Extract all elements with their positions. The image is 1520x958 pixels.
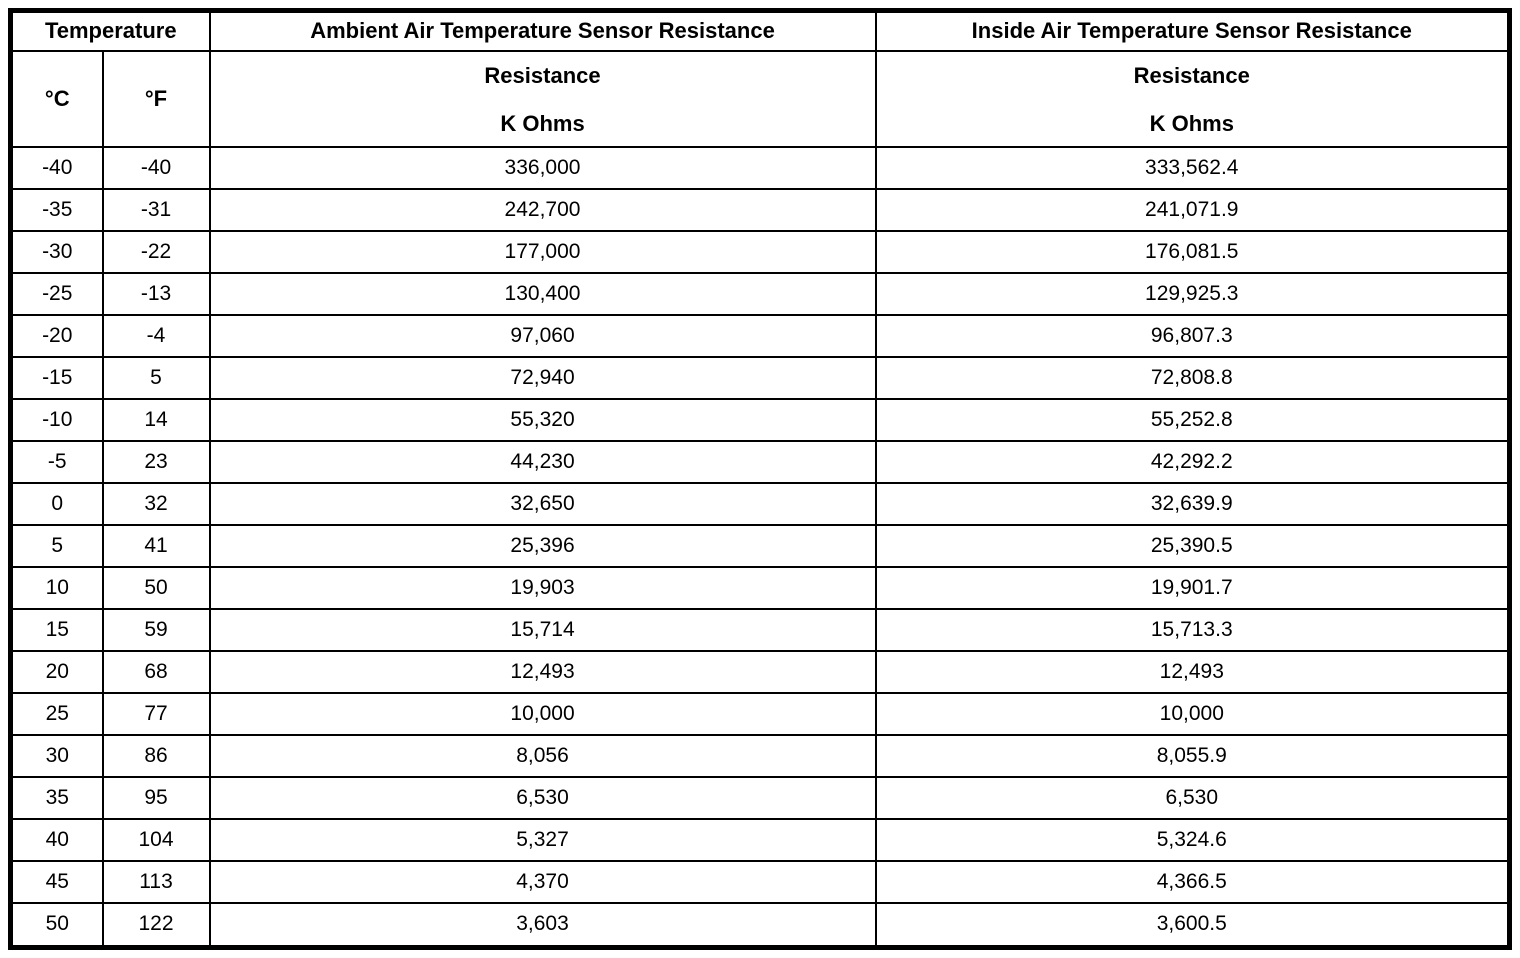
cell-inside-resistance: 32,639.9 (876, 483, 1510, 525)
table-row (11, 861, 1510, 903)
cell-temperature-c: 10 (11, 567, 103, 609)
cell-temperature-c: -15 (11, 357, 103, 399)
cell-temperature-c: -30 (11, 231, 103, 273)
cell-temperature-f: 86 (103, 735, 210, 777)
cell-ambient-resistance: 32,650 (210, 483, 876, 525)
table-body (11, 147, 1510, 948)
cell-temperature-c: 5 (11, 525, 103, 567)
table-row (11, 609, 1510, 651)
cell-temperature-f: 113 (103, 861, 210, 903)
cell-inside-resistance: 176,081.5 (876, 231, 1510, 273)
cell-ambient-resistance: 15,714 (210, 609, 876, 651)
cell-inside-resistance: 10,000 (876, 693, 1510, 735)
cell-inside-resistance: 6,530 (876, 777, 1510, 819)
table-row (11, 357, 1510, 399)
cell-inside-resistance: 3,600.5 (876, 903, 1510, 948)
table-row (11, 189, 1510, 231)
cell-ambient-resistance: 336,000 (210, 147, 876, 189)
inside-resistance-subheader (876, 51, 1510, 147)
cell-inside-resistance: 19,901.7 (876, 567, 1510, 609)
cell-inside-resistance: 333,562.4 (876, 147, 1510, 189)
inside-resistance-label: Resistance (1133, 62, 1250, 88)
cell-temperature-f: 41 (103, 525, 210, 567)
cell-inside-resistance: 15,713.3 (876, 609, 1510, 651)
cell-temperature-f: 50 (103, 567, 210, 609)
cell-ambient-resistance: 3,603 (210, 903, 876, 948)
cell-temperature-f: 59 (103, 609, 210, 651)
cell-temperature-f: -31 (103, 189, 210, 231)
cell-temperature-f: 104 (103, 819, 210, 861)
cell-ambient-resistance: 4,370 (210, 861, 876, 903)
cell-temperature-c: 35 (11, 777, 103, 819)
cell-temperature-c: -25 (11, 273, 103, 315)
sensor-resistance-table-frame (8, 8, 1512, 950)
cell-ambient-resistance: 130,400 (210, 273, 876, 315)
cell-inside-resistance: 72,808.8 (876, 357, 1510, 399)
cell-temperature-c: -35 (11, 189, 103, 231)
cell-ambient-resistance: 6,530 (210, 777, 876, 819)
cell-ambient-resistance: 8,056 (210, 735, 876, 777)
ambient-units-label: K Ohms (500, 110, 585, 136)
cell-temperature-c: 50 (11, 903, 103, 948)
table-row (11, 903, 1510, 948)
cell-ambient-resistance: 25,396 (210, 525, 876, 567)
cell-temperature-c: 20 (11, 651, 103, 693)
cell-temperature-f: -40 (103, 147, 210, 189)
cell-temperature-f: 122 (103, 903, 210, 948)
cell-temperature-f: 14 (103, 399, 210, 441)
cell-inside-resistance: 4,366.5 (876, 861, 1510, 903)
table-header (11, 11, 1510, 147)
header-row-top (11, 11, 1510, 51)
cell-inside-resistance: 241,071.9 (876, 189, 1510, 231)
cell-inside-resistance: 129,925.3 (876, 273, 1510, 315)
cell-temperature-f: 32 (103, 483, 210, 525)
cell-temperature-f: 68 (103, 651, 210, 693)
cell-temperature-f: 95 (103, 777, 210, 819)
ambient-resistance-subheader (210, 51, 876, 147)
table-row (11, 273, 1510, 315)
fahrenheit-column-header: °F (103, 51, 210, 147)
table-row (11, 231, 1510, 273)
cell-inside-resistance: 8,055.9 (876, 735, 1510, 777)
cell-temperature-c: -5 (11, 441, 103, 483)
cell-temperature-c: 0 (11, 483, 103, 525)
table-row (11, 315, 1510, 357)
cell-inside-resistance: 5,324.6 (876, 819, 1510, 861)
cell-temperature-c: 45 (11, 861, 103, 903)
table-row (11, 441, 1510, 483)
cell-ambient-resistance: 177,000 (210, 231, 876, 273)
celsius-column-header: °C (11, 51, 103, 147)
temperature-group-header: Temperature (11, 11, 210, 51)
table-row (11, 147, 1510, 189)
cell-temperature-f: 23 (103, 441, 210, 483)
cell-ambient-resistance: 10,000 (210, 693, 876, 735)
cell-temperature-c: -10 (11, 399, 103, 441)
table-row (11, 525, 1510, 567)
cell-ambient-resistance: 12,493 (210, 651, 876, 693)
cell-ambient-resistance: 97,060 (210, 315, 876, 357)
cell-temperature-f: -22 (103, 231, 210, 273)
cell-temperature-c: -20 (11, 315, 103, 357)
sensor-resistance-table (8, 8, 1512, 950)
cell-temperature-f: 5 (103, 357, 210, 399)
cell-ambient-resistance: 55,320 (210, 399, 876, 441)
cell-temperature-c: 25 (11, 693, 103, 735)
cell-inside-resistance: 12,493 (876, 651, 1510, 693)
cell-temperature-c: 30 (11, 735, 103, 777)
cell-inside-resistance: 96,807.3 (876, 315, 1510, 357)
table-row (11, 819, 1510, 861)
table-row (11, 777, 1510, 819)
cell-inside-resistance: 42,292.2 (876, 441, 1510, 483)
cell-ambient-resistance: 5,327 (210, 819, 876, 861)
header-row-sub (11, 51, 1510, 147)
cell-ambient-resistance: 72,940 (210, 357, 876, 399)
cell-ambient-resistance: 19,903 (210, 567, 876, 609)
cell-temperature-c: 40 (11, 819, 103, 861)
table-row (11, 399, 1510, 441)
table-row (11, 483, 1510, 525)
ambient-resistance-label: Resistance (484, 62, 601, 88)
cell-ambient-resistance: 242,700 (210, 189, 876, 231)
table-row (11, 651, 1510, 693)
inside-sensor-header: Inside Air Temperature Sensor Resistance (876, 11, 1510, 51)
table-row (11, 693, 1510, 735)
ambient-sensor-header: Ambient Air Temperature Sensor Resistance (210, 11, 876, 51)
table-row (11, 735, 1510, 777)
cell-inside-resistance: 55,252.8 (876, 399, 1510, 441)
cell-temperature-c: 15 (11, 609, 103, 651)
cell-temperature-f: 77 (103, 693, 210, 735)
cell-ambient-resistance: 44,230 (210, 441, 876, 483)
table-row (11, 567, 1510, 609)
cell-temperature-f: -4 (103, 315, 210, 357)
cell-inside-resistance: 25,390.5 (876, 525, 1510, 567)
cell-temperature-c: -40 (11, 147, 103, 189)
inside-units-label: K Ohms (1149, 110, 1234, 136)
cell-temperature-f: -13 (103, 273, 210, 315)
